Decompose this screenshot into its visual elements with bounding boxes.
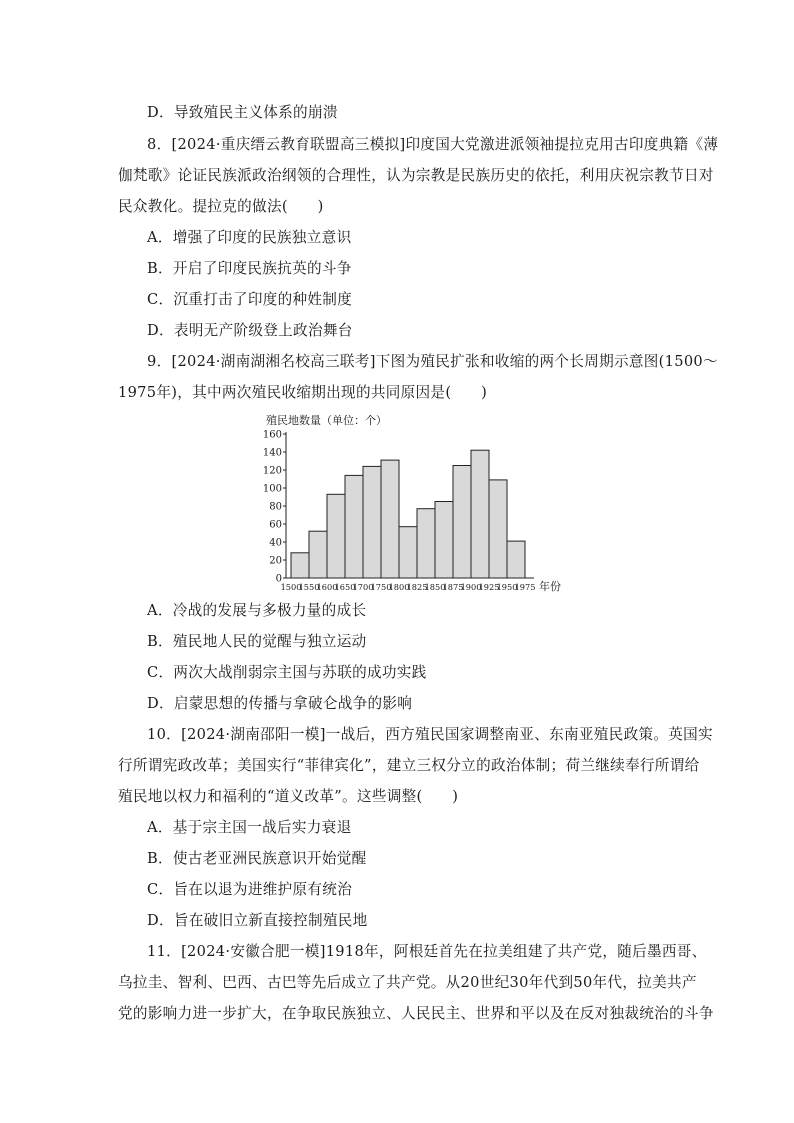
x-tick-label: 1650 (334, 582, 356, 592)
text-line: 乌拉圭、智利、巴西、古巴等先后成立了共产党。从20世纪30年代到50年代，拉美共产 (118, 974, 697, 991)
text-line: 行所谓宪政改革；美国实行“菲律宾化”，建立三权分立的政治体制；荷兰继续奉行所谓给 (118, 757, 700, 774)
x-tick-label: 1850 (424, 582, 446, 592)
text-line: A．增强了印度的民族独立意识 (147, 229, 352, 246)
x-tick-label: 1950 (496, 582, 518, 592)
bar (417, 509, 435, 578)
text-line: 1975年)，其中两次殖民收缩期出现的共同原因是( ) (118, 384, 488, 401)
text-line: D．表明无产阶级登上政治舞台 (147, 322, 353, 339)
bar (327, 494, 345, 578)
y-tick-label: 100 (262, 483, 282, 495)
x-tick-label: 1500 (280, 582, 302, 592)
x-tick-label: 1750 (370, 582, 392, 592)
x-tick-label: 1900 (460, 582, 482, 592)
text-line: B．使古老亚洲民族意识开始觉醒 (147, 850, 367, 867)
text-line: C．沉重打击了印度的种姓制度 (147, 291, 353, 308)
text-line: D．启蒙思想的传播与拿破仑战争的影响 (147, 695, 413, 712)
x-tick-label: 1975 (514, 582, 536, 592)
text-line: 殖民地以权力和福利的“道义改革”。这些调整( ) (118, 788, 459, 805)
text-line: A．基于宗主国一战后实力衰退 (147, 819, 352, 836)
bar (453, 466, 471, 579)
y-axis-label: 殖民地数量（单位：个） (266, 414, 387, 427)
x-tick-label: 1600 (316, 582, 338, 592)
y-tick-label: 40 (269, 537, 282, 549)
text-line: 9．[2024·湖南湖湘名校高三联考]下图为殖民扩张和收缩的两个长周期示意图(1500～ (147, 353, 718, 370)
text-line: 党的影响力进一步扩大，在争取民族独立、人民民主、世界和平以及在反对独裁统治的斗争 (118, 1005, 714, 1022)
text-line: 8．[2024·重庆缙云教育联盟高三模拟]印度国大党激进派领袖提拉克用古印度典籍《薄 (147, 136, 719, 153)
colony-bar-chart (258, 412, 568, 592)
x-tick-label: 1550 (298, 582, 320, 592)
text-line: D．旨在破旧立新直接控制殖民地 (147, 912, 368, 929)
bar (435, 502, 453, 579)
y-tick-label: 160 (262, 429, 282, 441)
bar (381, 460, 399, 578)
text-line: B．开启了印度民族抗英的斗争 (147, 260, 352, 277)
text-line: C．旨在以退为进维护原有统治 (147, 881, 353, 898)
bar (489, 480, 507, 578)
bar (507, 541, 525, 578)
bar (345, 475, 363, 578)
x-tick-label: 1800 (388, 582, 410, 592)
text-line: C．两次大战削弱宗主国与苏联的成功实践 (147, 664, 427, 681)
y-tick-label: 140 (262, 447, 282, 459)
y-tick-label: 120 (262, 465, 282, 477)
x-tick-label: 1925 (478, 582, 500, 592)
y-tick-label: 0 (275, 573, 282, 585)
y-tick-label: 20 (269, 555, 282, 567)
text-line: D．导致殖民主义体系的崩溃 (147, 104, 338, 121)
bar (309, 531, 327, 578)
y-tick-label: 60 (269, 519, 282, 531)
y-tick-label: 80 (269, 501, 282, 513)
bar (471, 450, 489, 578)
x-tick-label: 1700 (352, 582, 374, 592)
text-line: 民众教化。提拉克的做法( ) (118, 198, 324, 215)
x-tick-label: 1875 (442, 582, 464, 592)
text-line: 伽梵歌》论证民族派政治纲领的合理性，认为宗教是民族历史的依托，利用庆祝宗教节日对 (118, 167, 714, 184)
bar (399, 527, 417, 578)
text-line: 10．[2024·湖南邵阳一模]一战后，西方殖民国家调整南亚、东南亚殖民政策。英国实 (147, 726, 713, 743)
text-line: 11．[2024·安徽合肥一模]1918年，阿根廷首先在拉美组建了共产党，随后墨西哥、 (147, 943, 707, 960)
chart-svg (258, 412, 568, 592)
bar (291, 553, 309, 578)
x-tick-label: 1825 (406, 582, 428, 592)
bar (363, 466, 381, 578)
text-line: A．冷战的发展与多极力量的成长 (147, 602, 367, 619)
text-line: B．殖民地人民的觉醒与独立运动 (147, 633, 367, 650)
x-axis-label: 年份 (539, 580, 561, 592)
